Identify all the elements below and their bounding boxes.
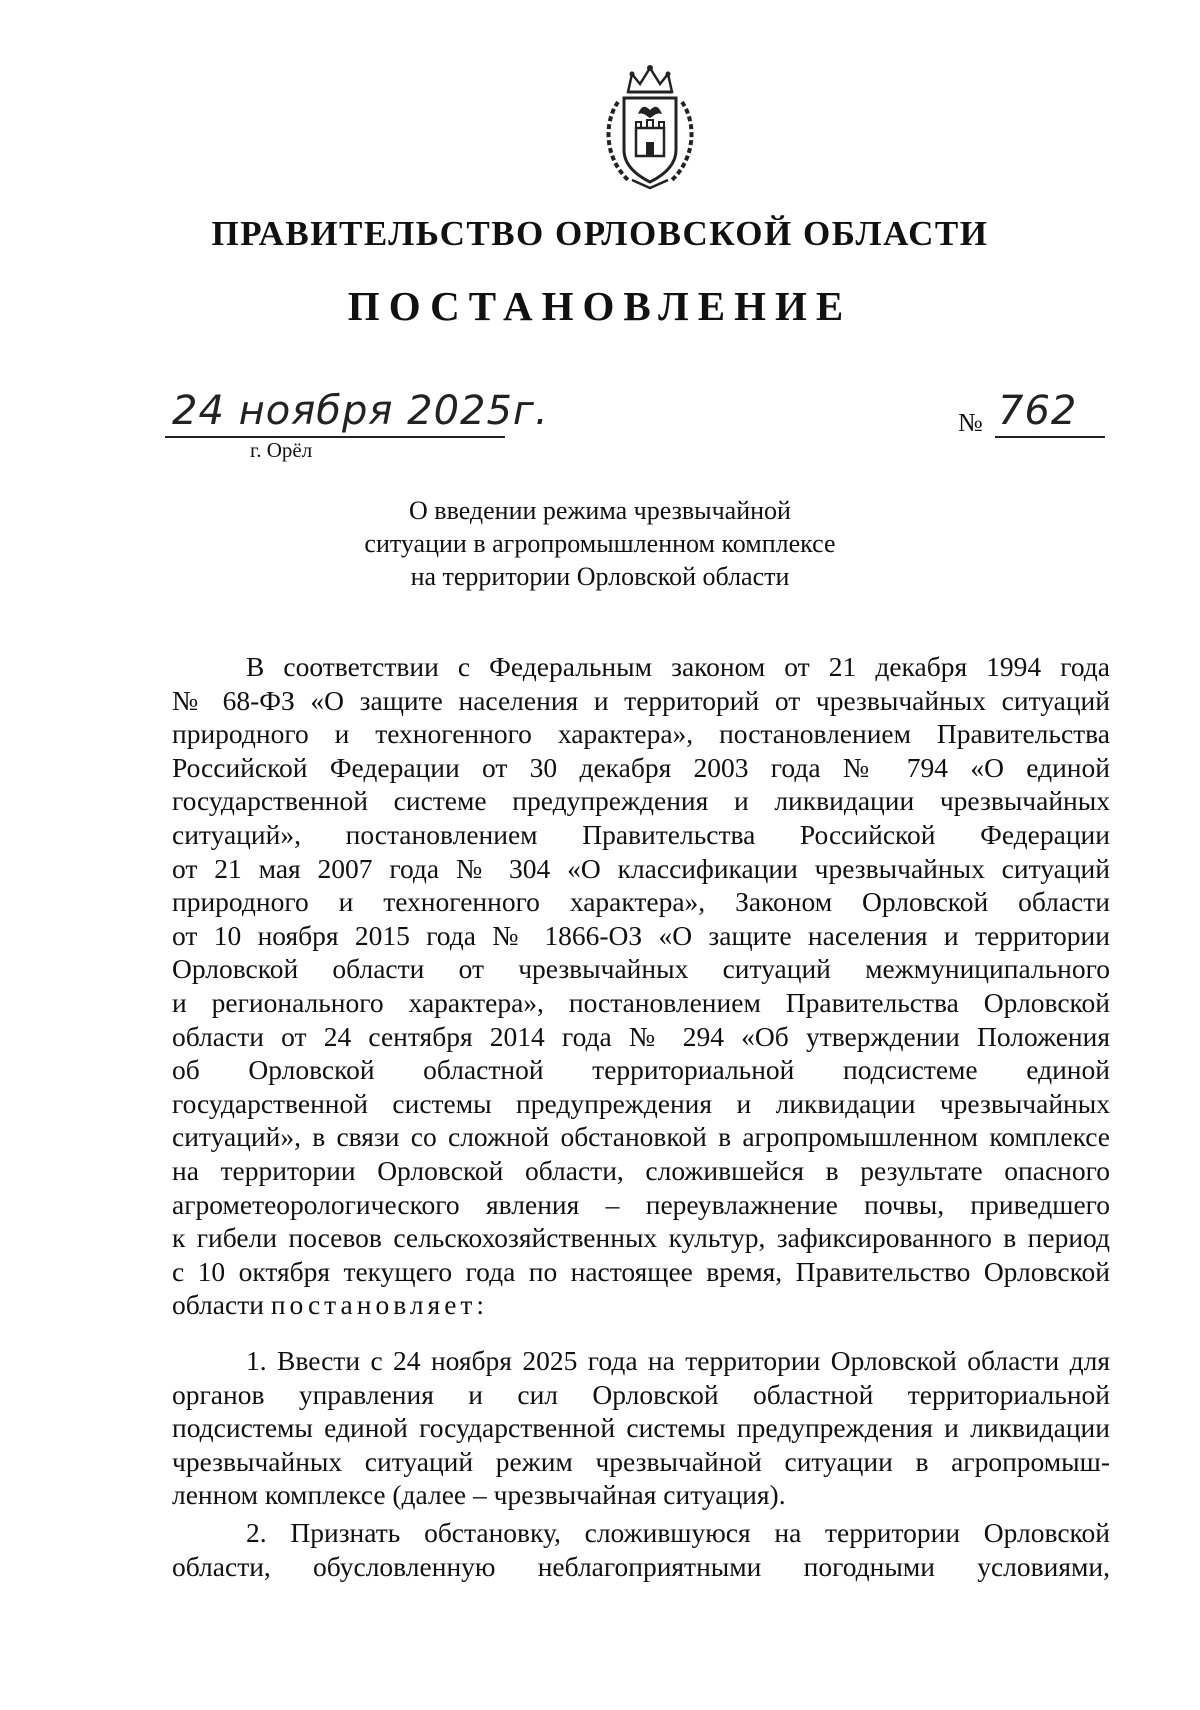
paragraph-line: от 21 мая 2007 года № 304 «О классификации чрезвычайных ситуаций [172, 852, 1110, 884]
paragraph-line: области, обусловленную неблагоприятными погодными условиями, [172, 1550, 1110, 1582]
paragraph-line: агрометеорологического явления – переувлажнение почвы, приведшего [172, 1188, 1110, 1220]
item-1-paragraph [172, 1344, 1110, 1512]
number-label: № [958, 408, 983, 437]
paragraph-line: Российской Федерации от 30 декабря 2003 года № 794 «О единой [172, 751, 1110, 783]
paragraph-line: об Орловской областной территориальной подсистеме единой [172, 1054, 1110, 1086]
paragraph-line: 1. Ввести с 24 ноября 2025 года на территории Орловской области для [246, 1345, 1110, 1376]
last-line-prefix: области [172, 1289, 264, 1321]
resolves-word: постановляет: [270, 1289, 489, 1321]
handwritten-date: 24 ноября 2025г. [172, 388, 549, 434]
subject-line: на территории Орловской области [410, 562, 790, 591]
paragraph-line: чрезвычайных ситуаций режим чрезвычайной ситуации в агропромыш- [172, 1445, 1110, 1477]
paragraph-line: природного и техногенного характера», постановлением Правительства [172, 718, 1110, 750]
paragraph-line: Орловской области от чрезвычайных ситуаций межмуниципального [172, 953, 1110, 985]
handwritten-number: 762 [998, 388, 1078, 434]
paragraph-line: В соответствии с Федеральным законом от 21 декабря 1994 года [246, 651, 1110, 682]
subject-line: О введении режима чрезвычайной [409, 496, 791, 525]
paragraph-line: 2. Признать обстановку, сложившуюся на территории Орловской [246, 1517, 1110, 1548]
document-type-heading: ПОСТАНОВЛЕНИЕ [347, 283, 853, 329]
subject-line: ситуации в агропромышленном комплексе [364, 529, 836, 558]
paragraph-last-line: ленном комплексе (далее – чрезвычайная ситуация). [172, 1479, 786, 1511]
paragraph-last-line [172, 1288, 1110, 1322]
paragraph-line: с 10 октября текущего года по настоящее время, Правительство Орловской [172, 1255, 1110, 1287]
paragraph-line: от 10 ноября 2015 года № 1866-ОЗ «О защите населения и территории [172, 919, 1110, 951]
paragraph-line: государственной системы предупреждения и ликвидации чрезвычайных [172, 1087, 1110, 1119]
document-subject [0, 494, 1200, 593]
preamble-paragraph [172, 650, 1110, 1322]
paragraph-line: к гибели посевов сельскохозяйственных культур, зафиксированного в период [172, 1222, 1110, 1254]
date-underline [165, 436, 505, 438]
paragraph-line: на территории Орловской области, сложившейся в результате опасного [172, 1154, 1110, 1186]
paragraph-line: природного и техногенного характера», Законом Орловской области [172, 886, 1110, 918]
city-label: г. Орёл [250, 438, 313, 462]
paragraph-line: ситуаций», постановлением Правительства Российской Федерации [172, 818, 1110, 850]
paragraph-line: ситуаций», в связи со сложной обстановкой в агропромышленном комплексе [172, 1121, 1110, 1153]
orel-oblast-coat-of-arms-icon [598, 62, 702, 190]
paragraph-line: области от 24 сентября 2014 года № 294 «Об утверждении Положения [172, 1020, 1110, 1052]
number-underline [995, 436, 1105, 438]
item-2-paragraph [172, 1516, 1110, 1583]
paragraph-line: подсистемы единой государственной системы предупреждения и ликвидации [172, 1412, 1110, 1444]
organization-title: ПРАВИТЕЛЬСТВО ОРЛОВСКОЙ ОБЛАСТИ [211, 214, 989, 253]
paragraph-line: органов управления и сил Орловской областной территориальной [172, 1378, 1110, 1410]
paragraph-line: государственной системе предупреждения и ликвидации чрезвычайных [172, 785, 1110, 817]
paragraph-line: и регионального характера», постановлением Правительства Орловской [172, 986, 1110, 1018]
paragraph-line: № 68-ФЗ «О защите населения и территорий от чрезвычайных ситуаций [172, 684, 1110, 716]
